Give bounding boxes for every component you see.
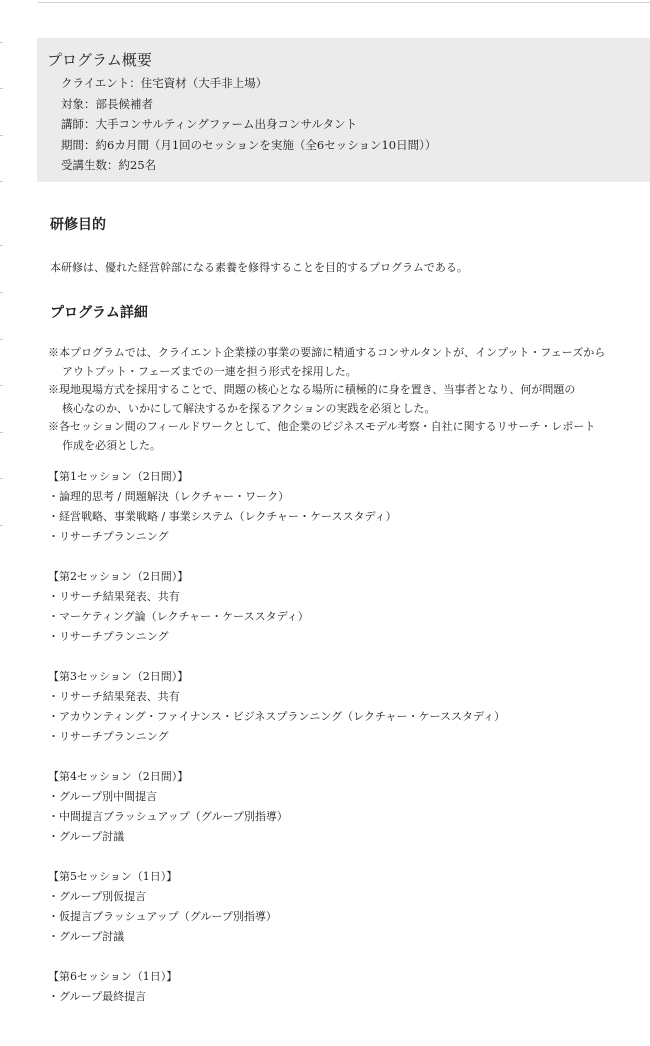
session-item: ・リサーチプランニング: [48, 630, 169, 643]
main-content: [50, 214, 640, 1007]
overview-target: 対象：部長候補者: [61, 96, 153, 111]
details-notes: [48, 344, 640, 455]
session-2: [48, 567, 640, 647]
session-item: ・リサーチ結果発表、共有: [48, 690, 180, 703]
session-4: [48, 767, 640, 847]
session-item: ・グループ別中間提言: [48, 790, 158, 803]
purpose-heading: 研修目的: [50, 217, 106, 233]
session-5: [48, 867, 640, 947]
session-1: [48, 467, 640, 547]
session-title: 【第1セッション（2日間）】: [48, 470, 189, 483]
detail-note-line: 作成を必須とした。: [62, 438, 161, 452]
session-item: ・経営戦略、事業戦略 / 事業システム（レクチャー・ケーススタディ）: [48, 510, 397, 523]
session-item: ・リサーチプランニング: [48, 730, 169, 743]
detail-note-line: 核心なのか、いかにして解決するかを探るアクションの実践を必須とした。: [62, 401, 436, 415]
overview-instructor: 講師：大手コンサルティングファーム出身コンサルタント: [61, 117, 358, 131]
detail-note-line: ※現地現場方式を採用することで、問題の核心となる場所に積極的に身を置き、当事者となり、何が問題の: [48, 383, 576, 396]
session-item: ・リサーチプランニング: [48, 530, 169, 543]
left-margin-marks: [0, 0, 3, 1046]
session-title: 【第3セッション（2日間）】: [48, 670, 189, 683]
session-item: ・マーケティング論（レクチャー・ケーススタディ）: [48, 610, 309, 623]
session-title: 【第5セッション（1日）】: [48, 870, 178, 883]
detail-note-line: ※各セッション間のフィールドワークとして、他企業のビジネスモデル考察・自社に関するリサーチ・レポート: [48, 420, 596, 433]
overview-client: クライエント：住宅資材（大手非上場）: [61, 76, 268, 90]
session-list: [48, 467, 640, 1007]
detail-note-line: ※本プログラムでは、クライエント企業様の事業の要諦に精通するコンサルタントが、インプット・フェーズから: [48, 346, 606, 359]
session-item: ・リサーチ結果発表、共有: [48, 590, 180, 603]
detail-note: [48, 344, 640, 381]
session-item: ・グループ最終提言: [48, 990, 147, 1003]
top-divider: [38, 2, 650, 3]
session-item: ・アカウンティング・ファイナンス・ビジネスプランニング（レクチャー・ケーススタディ）: [48, 710, 506, 723]
session-item: ・中間提言ブラッシュアップ（グループ別指導）: [48, 810, 288, 823]
overview-participants: 受講生数：約25名: [61, 158, 157, 172]
session-item: ・グループ別仮提言: [48, 890, 147, 903]
detail-note: [48, 381, 640, 418]
session-item: ・グループ討議: [48, 830, 125, 843]
session-6: [48, 967, 640, 1007]
overview-title: プログラム概要: [47, 51, 152, 69]
session-title: 【第2セッション（2日間）】: [48, 570, 189, 583]
program-overview-box: [37, 38, 650, 182]
purpose-text: 本研修は、優れた経営幹部になる素養を修得することを目的するプログラムである。: [50, 261, 468, 274]
session-item: ・グループ討議: [48, 930, 125, 943]
overview-period: 期間：約6カ月間（月1回のセッションを実施（全6セッション10日間））: [61, 137, 437, 152]
session-title: 【第4セッション（2日間）】: [48, 770, 189, 783]
details-heading: プログラム詳細: [50, 305, 148, 321]
session-3: [48, 667, 640, 747]
session-item: ・仮提言ブラッシュアップ（グループ別指導）: [48, 910, 277, 923]
session-item: ・論理的思考 / 問題解決（レクチャー・ワーク）: [48, 490, 290, 503]
detail-note-line: アウトプット・フェーズまでの一連を担う形式を採用した。: [62, 364, 357, 378]
detail-note: [48, 418, 640, 455]
session-title: 【第6セッション（1日）】: [48, 970, 178, 983]
